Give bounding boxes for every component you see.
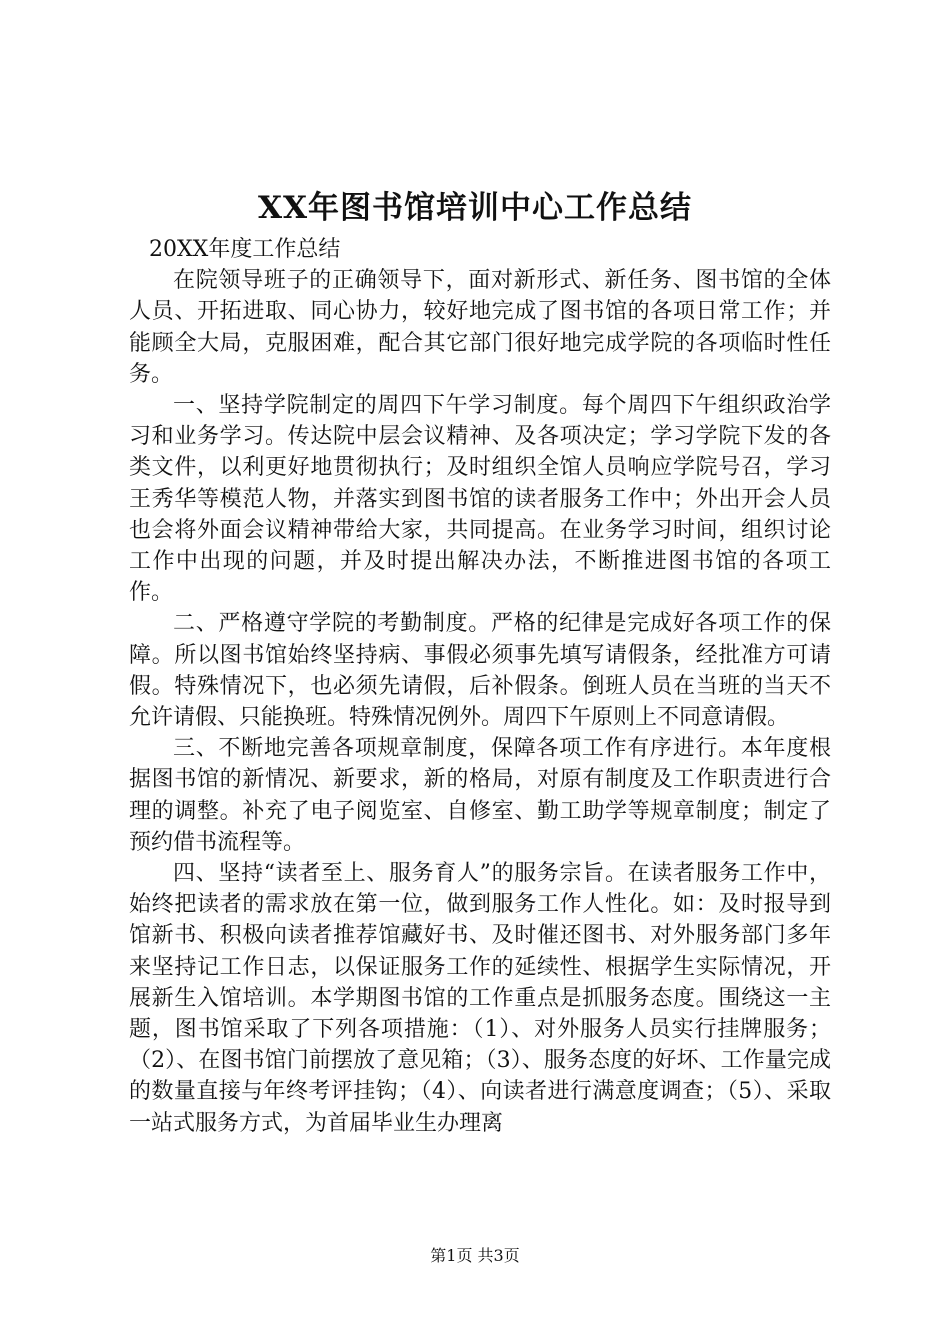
page-footer: 第1页 共3页: [430, 1246, 520, 1265]
paragraph-section-3: 三、不断地完善各项规章制度，保障各项工作有序进行。本年度根据图书馆的新情况、新要求，新的格局，对原有制度及工作职责进行合理的调整。补充了电子阅览室、自修室、勤工助学等规章制度；制定了预约借书流程等。: [129, 736, 831, 855]
document-body: [129, 234, 831, 1139]
document-title: XX年图书馆培训中心工作总结: [257, 190, 693, 226]
document-subtitle: 20XX年度工作总结: [149, 237, 341, 262]
paragraph-section-2: 二、严格遵守学院的考勤制度。严格的纪律是完成好各项工作的保障。所以图书馆始终坚持病、事假必须事先填写请假条，经批准方可请假。特殊情况下，也必须先请假，后补假条。倒班人员在当班的当天不允许请假、只能换班。特殊情况例外。周四下午原则上不同意请假。: [129, 611, 831, 731]
paragraph-section-1: 一、坚持学院制定的周四下午学习制度。每个周四下午组织政治学习和业务学习。传达院中层会议精神、及各项决定；学习学院下发的各类文件，以利更好地贯彻执行；及时组织全馆人员响应学院号召，学习王秀华等模范人物，并落实到图书馆的读者服务工作中；外出开会人员也会将外面会议精神带给大家，共同提高。在业务学习时间，组织讨论工作中出现的问题，并及时提出解决办法，不断推进图书馆的各项工作。: [129, 393, 831, 606]
paragraph-section-4: 四、坚持“读者至上、服务育人”的服务宗旨。在读者服务工作中，始终把读者的需求放在第一位，做到服务工作人性化。如：及时报导到馆新书、积极向读者推荐馆藏好书、及时催还图书、对外服务部门多年来坚持记工作日志，以保证服务工作的延续性、根据学生实际情况，开展新生入馆培训。本学期图书馆的工作重点是抓服务态度。围绕这一主题，图书馆采取了下列各项措施：（1）、对外服务人员实行挂牌服务；（2）、在图书馆门前摆放了意见箱；（3）、服务态度的好坏、工作量完成的数量直接与年终考评挂钩；（4）、向读者进行满意度调查；（5）、采取一站式服务方式，为首届毕业生办理离: [129, 861, 831, 1136]
paragraph-intro: 在院领导班子的正确领导下，面对新形式、新任务、图书馆的全体人员、开拓进取、同心协力，较好地完成了图书馆的各项日常工作；并能顾全大局，克服困难，配合其它部门很好地完成学院的各项临时性任务。: [129, 268, 831, 387]
